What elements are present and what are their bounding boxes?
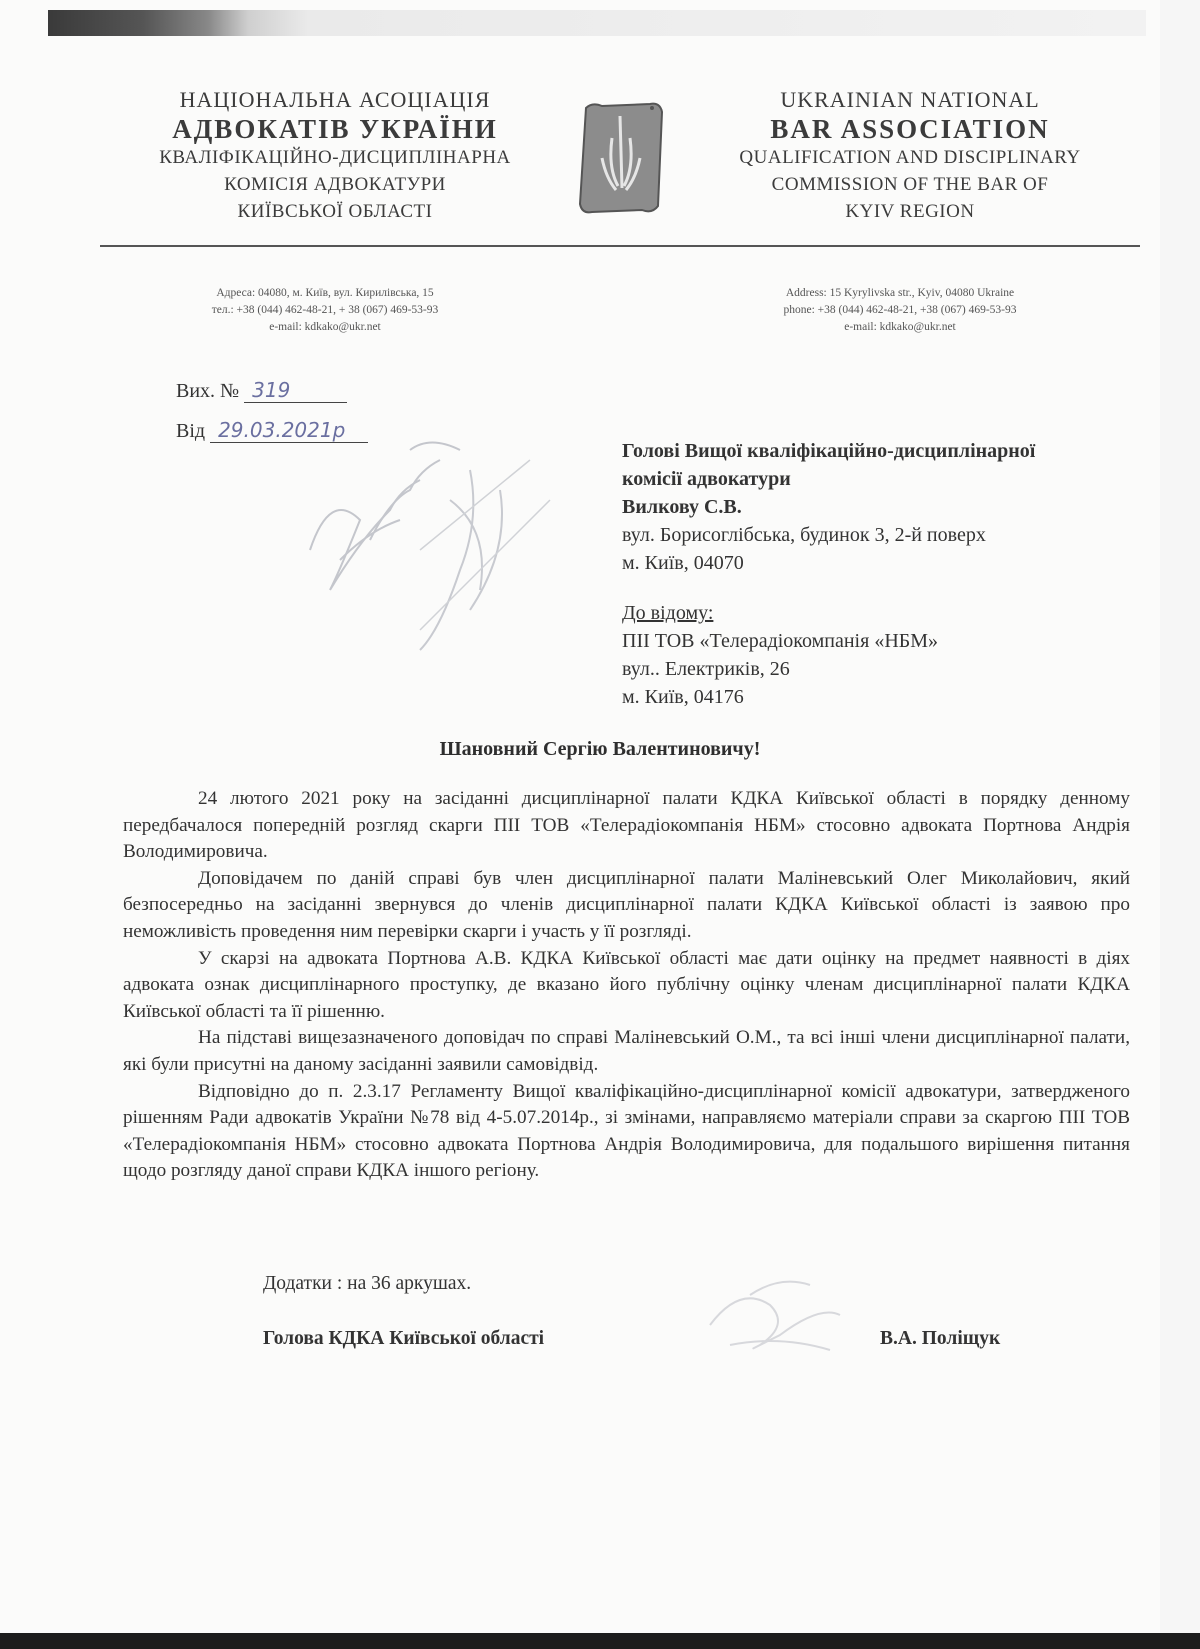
ua-commission-line1: КВАЛІФІКАЦІЙНО-ДИСЦИПЛІНАРНА bbox=[159, 147, 511, 168]
signatory-name: В.А. Поліщук bbox=[880, 1328, 1001, 1349]
attachments-note: Додатки : на 36 аркушах. bbox=[263, 1273, 472, 1294]
ua-commission-line2: КОМІСІЯ АДВОКАТУРИ bbox=[224, 174, 446, 195]
cc-street: вул.. Електриків, 26 bbox=[622, 658, 790, 680]
en-phone: phone: +38 (044) 462-48-21, +38 (067) 469-53-93 bbox=[783, 304, 1017, 316]
scan-edge-bar bbox=[48, 10, 1146, 36]
ua-email: e-mail: kdkako@ukr.net bbox=[269, 321, 381, 333]
body-paragraph-5: Відповідно до п. 2.3.17 Регламенту Вищої кваліфікаційно-дисциплінарної комісії адвокатури, затвердженого рішенням Ради адвокатів України №78 від 4-5.07.2014р., зі змінами, направляємо матеріали справи за скаргою ПІІ ТОВ «Телерадіокомпанія НБМ» стосовно адвоката Портнова Андрія Володимировича, для подальшого вирішення питання щодо розгляду даної справи КДКА іншого регіону. bbox=[123, 1080, 1130, 1182]
scan-right-margin bbox=[1160, 0, 1200, 1649]
letter-date-value: 29.03.2021р bbox=[210, 418, 368, 443]
ua-org-line1: НАЦІОНАЛЬНА АСОЦІАЦІЯ bbox=[179, 87, 491, 112]
bar-association-emblem-icon bbox=[572, 98, 668, 218]
body-paragraph-2: Доповідачем по даній справі був член дисциплінарної палати Маліневський Олег Миколайович, який безпосередньо на засіданні звернувся до членів дисциплінарної палати КДКА Київської області із заявою про неможливість проведення ним перевірки скарги і участь у її розгляді. bbox=[123, 867, 1130, 942]
cc-city: м. Київ, 04176 bbox=[622, 686, 744, 708]
outgoing-number bbox=[176, 378, 347, 403]
cc-label: До відому: bbox=[622, 602, 714, 624]
contacts-ukrainian bbox=[150, 285, 500, 336]
ua-address: Адреса: 04080, м. Київ, вул. Кирилівська, 15 bbox=[216, 287, 434, 299]
body-paragraph-1: 24 лютого 2021 року на засіданні дисциплінарної палати КДКА Київської області в порядку денному передбачалося попередній розгляд скарги ПІІ ТОВ «Телерадіокомпанія НБМ» стосовно адвоката Портнова Андрія Володимировича. bbox=[123, 788, 1130, 863]
body-paragraph-3: У скарзі на адвоката Портнова А.В. КДКА Київської області має дати оцінку на предмет наявності в діях адвоката ознак дисциплінарного проступку, де вказано його публічну оцінку членам дисциплінарної палати КДКА Київської області та її рішенню. bbox=[123, 947, 1130, 1022]
ua-org-line2: АДВОКАТІВ УКРАЇНИ bbox=[172, 114, 498, 144]
body-paragraph-4: На підставі вищезазначеного доповідач по справі Маліневський О.М., та всі інші члени дисциплінарної палати, які були присутні на даному засіданні заявили самовідвід. bbox=[123, 1027, 1130, 1075]
en-commission-line3: KYIV REGION bbox=[845, 201, 975, 222]
en-org-line2: BAR ASSOCIATION bbox=[770, 114, 1050, 144]
ua-commission-line3: КИЇВСЬКОЇ ОБЛАСТІ bbox=[237, 201, 433, 222]
cc-company: ПІІ ТОВ «Телерадіокомпанія «НБМ» bbox=[622, 630, 939, 652]
en-commission-line1: QUALIFICATION AND DISCIPLINARY bbox=[739, 147, 1081, 168]
addressee-name: Вилкову С.В. bbox=[622, 496, 742, 518]
letter-body bbox=[123, 786, 1130, 1185]
handwritten-resolution-mark bbox=[270, 430, 570, 680]
addressee-block bbox=[622, 437, 1142, 711]
outgoing-number-value: 319 bbox=[244, 378, 347, 403]
addressee-line2: комісії адвокатури bbox=[622, 468, 791, 490]
addressee-street: вул. Борисоглібська, будинок 3, 2-й поверх bbox=[622, 524, 986, 546]
en-org-line1: UKRAINIAN NATIONAL bbox=[780, 87, 1040, 112]
addressee-line1: Голові Вищої кваліфікаційно-дисциплінарної bbox=[622, 440, 1036, 462]
ua-phone: тел.: +38 (044) 462-48-21, + 38 (067) 469-53-93 bbox=[211, 304, 439, 316]
letterhead-divider bbox=[100, 245, 1140, 247]
addressee-city: м. Київ, 04070 bbox=[622, 552, 744, 574]
letterhead-english bbox=[680, 86, 1140, 225]
en-address: Address: 15 Kyrylivska str., Kyiv, 04080 Ukraine bbox=[785, 287, 1015, 299]
letterhead-ukrainian bbox=[120, 86, 550, 225]
salutation: Шановний Сергію Валентиновичу! bbox=[439, 738, 761, 760]
letter-date-label: Від bbox=[176, 420, 206, 442]
contacts-english bbox=[720, 285, 1080, 336]
scan-bottom-edge bbox=[0, 1633, 1200, 1649]
outgoing-number-label: Вих. № bbox=[176, 380, 240, 402]
en-email: e-mail: kdkako@ukr.net bbox=[844, 321, 956, 333]
handwritten-signature bbox=[690, 1255, 860, 1365]
signatory-title: Голова КДКА Київської області bbox=[263, 1328, 545, 1349]
en-commission-line2: COMMISSION OF THE BAR OF bbox=[771, 174, 1049, 195]
